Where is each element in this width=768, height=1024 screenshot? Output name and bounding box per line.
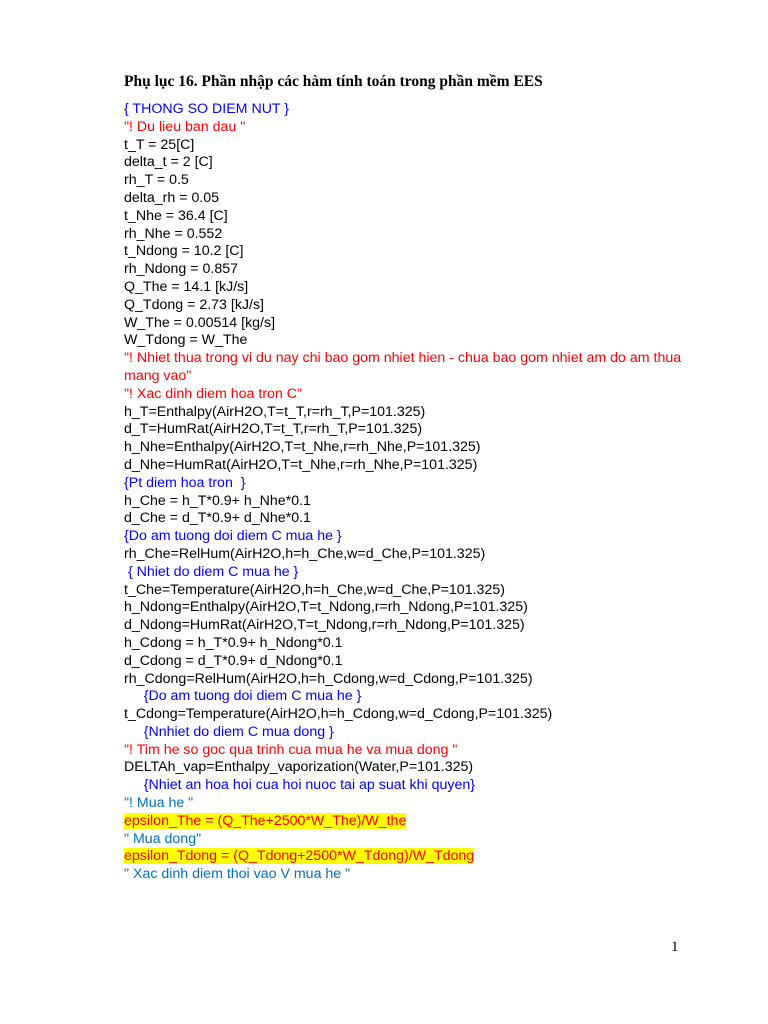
code-text: delta_rh = 0.05 [124,189,220,206]
code-text: W_The = 0.00514 [kg/s] [124,314,276,331]
code-text: rh_Ndong = 0.857 [124,261,238,278]
code-text: { Nhiet do diem C mua he } [124,563,299,580]
code-text: DELTAh_vap=Enthalpy_vaporization(Water,P=101.325) [124,759,474,776]
code-text: d_T=HumRat(AirH2O,T=t_T,r=rh_T,P=101.325) [124,421,423,438]
code-text: {Nhiet an hoa hoi cua hoi nuoc tai ap suat khi quyen} [124,777,475,794]
code-text: d_Cdong = d_T*0.9+ d_Ndong*0.1 [124,652,343,669]
code-text: "! Du lieu ban dau " [124,118,246,135]
code-text: {Do am tuong doi diem C mua he } [124,688,362,705]
code-line [124,653,684,671]
code-line [124,671,684,689]
code-line [124,706,684,724]
code-line [124,208,684,226]
code-text: "! Mua he " [124,795,194,812]
code-line [124,831,684,849]
code-text: {Pt diem hoa tron } [124,474,246,491]
code-line [124,724,684,742]
code-line [124,404,684,422]
code-line [124,261,684,279]
code-text: t_Ndong = 10.2 [C] [124,243,244,260]
code-text: h_T=Enthalpy(AirH2O,T=t_T,r=rh_T,P=101.325) [124,403,426,420]
code-line [124,795,684,813]
page-title: Phụ lục 16. Phần nhập các hàm tính toán trong phần mềm EES [124,73,543,90]
highlighted-formula: epsilon_The = (Q_The+2500*W_The)/W_the [124,812,407,829]
code-line [124,297,684,315]
code-line [124,813,684,831]
page-number: 1 [671,939,679,955]
code-line [124,635,684,653]
code-line [124,172,684,190]
code-text: t_T = 25[C] [124,136,195,153]
code-text: {Nnhiet do diem C mua dong } [124,723,334,740]
code-line [124,848,684,866]
code-line [124,617,684,635]
code-line [124,243,684,261]
code-text: rh_Nhe = 0.552 [124,225,223,242]
code-text: {Do am tuong doi diem C mua he } [124,528,342,545]
code-text: d_Ndong=HumRat(AirH2O,T=t_Ndong,r=rh_Ndong,P=101.325) [124,617,525,634]
code-text: delta_t = 2 [C] [124,154,213,171]
code-text: h_Cdong = h_T*0.9+ h_Ndong*0.1 [124,634,343,651]
code-line [124,137,684,155]
code-line [124,688,684,706]
code-text: "! Xac dinh diem hoa tron C" [124,385,303,402]
code-text: h_Nhe=Enthalpy(AirH2O,T=t_Nhe,r=rh_Nhe,P=101.325) [124,439,481,456]
code-text: h_Ndong=Enthalpy(AirH2O,T=t_Ndong,r=rh_Ndong,P=101.325) [124,599,528,616]
code-line [124,421,684,439]
code-line [124,101,684,119]
code-line [124,119,684,137]
code-line [124,457,684,475]
code-text: " Xac dinh diem thoi vao V mua he " [124,866,351,883]
code-text: t_Che=Temperature(AirH2O,h=h_Che,w=d_Che,P=101.325) [124,581,505,598]
code-line [124,350,684,386]
code-text: h_Che = h_T*0.9+ h_Nhe*0.1 [124,492,311,509]
code-text: "! Tim he so goc qua trinh cua mua he va mua dong " [124,741,458,758]
code-listing [124,101,684,884]
code-line [124,154,684,172]
code-text: t_Nhe = 36.4 [C] [124,207,228,224]
code-text: Q_Tdong = 2.73 [kJ/s] [124,296,264,313]
code-line [124,510,684,528]
code-line [124,279,684,297]
code-line [124,315,684,333]
code-text: t_Cdong=Temperature(AirH2O,h=h_Cdong,w=d_Cdong,P=101.325) [124,706,553,723]
code-line [124,866,684,884]
code-line [124,759,684,777]
code-line [124,564,684,582]
code-line [124,332,684,350]
code-text: d_Che = d_T*0.9+ d_Nhe*0.1 [124,510,311,527]
code-line [124,226,684,244]
code-text: "! Nhiet thua trong vi du nay chi bao gom nhiet hien - chua bao gom nhiet am do am thua mang vao" [124,350,682,384]
code-line [124,439,684,457]
code-text: d_Nhe=HumRat(AirH2O,T=t_Nhe,r=rh_Nhe,P=101.325) [124,456,478,473]
code-text: " Mua dong" [124,830,202,847]
code-line [124,528,684,546]
code-line [124,582,684,600]
code-line [124,475,684,493]
code-line [124,493,684,511]
code-line [124,190,684,208]
code-line [124,777,684,795]
highlighted-formula: epsilon_Tdong = (Q_Tdong+2500*W_Tdong)/W_Tdong [124,848,475,865]
code-text: { THONG SO DIEM NUT } [124,101,290,117]
code-text: W_Tdong = W_The [124,332,248,349]
code-line [124,386,684,404]
code-line [124,742,684,760]
code-text: rh_Che=RelHum(AirH2O,h=h_Che,w=d_Che,P=101.325) [124,545,486,562]
code-text: rh_Cdong=RelHum(AirH2O,h=h_Cdong,w=d_Cdong,P=101.325) [124,670,533,687]
code-line [124,546,684,564]
code-text: rh_T = 0.5 [124,172,189,189]
code-text: Q_The = 14.1 [kJ/s] [124,278,249,295]
code-line [124,599,684,617]
